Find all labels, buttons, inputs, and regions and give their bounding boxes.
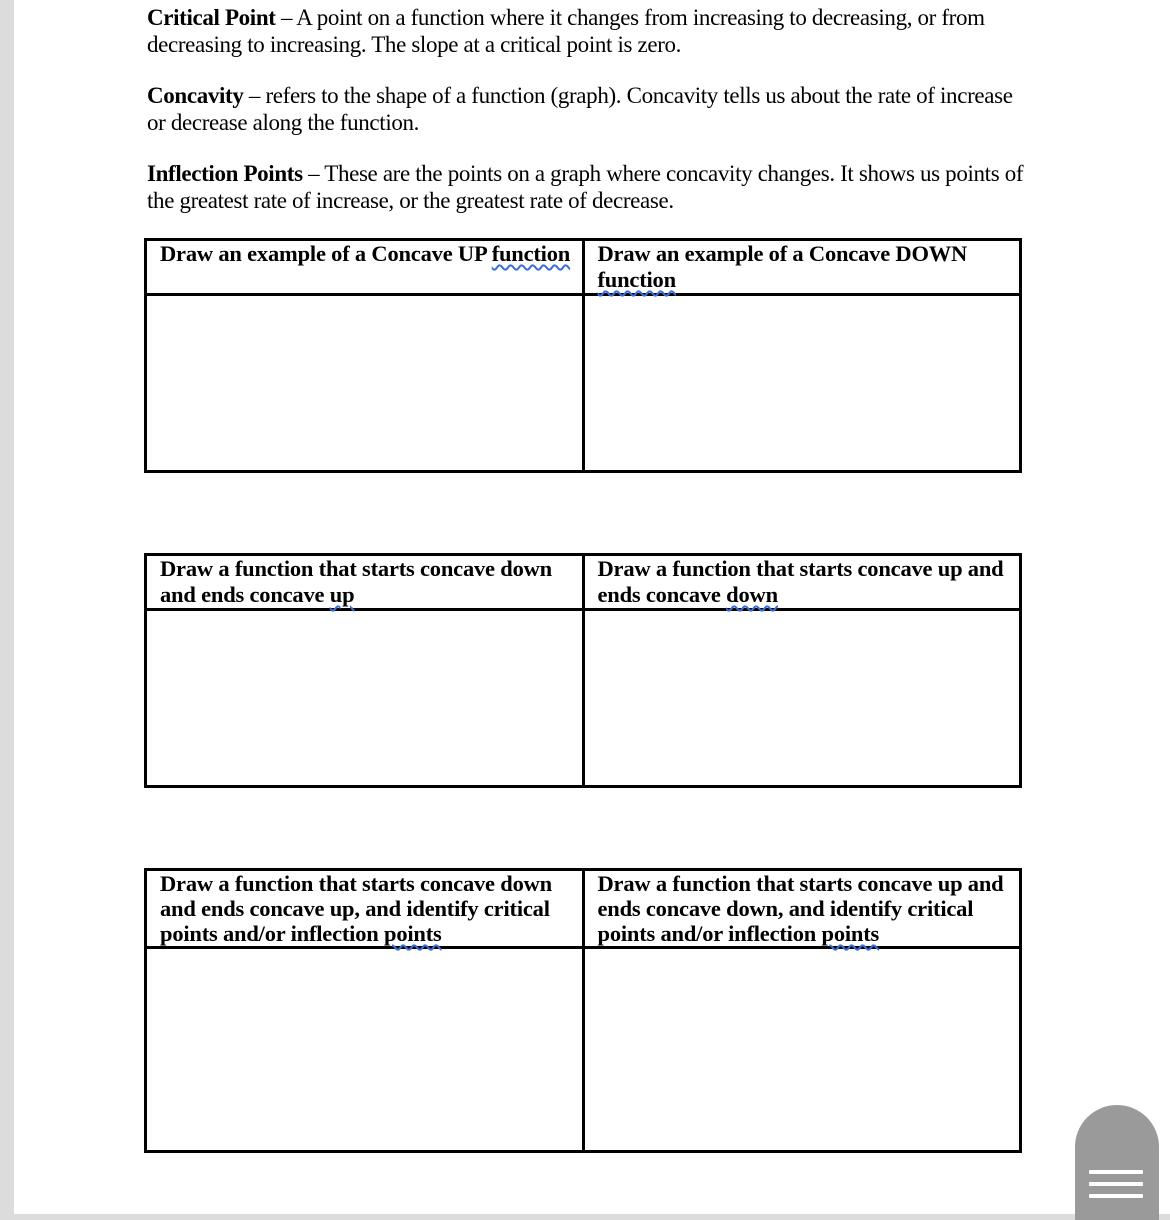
spellcheck-word: down <box>726 582 778 607</box>
drag-handle-icon <box>1089 1170 1143 1174</box>
drawing-area-down-to-up[interactable] <box>146 610 584 787</box>
spellcheck-word: function <box>597 267 676 292</box>
drawing-area-up-to-down-identify[interactable] <box>583 948 1021 1152</box>
spellcheck-word: up <box>329 582 355 607</box>
scroll-handle[interactable] <box>1075 1105 1159 1220</box>
document-page <box>14 0 1170 1214</box>
prompt-up-to-down: Draw a function that starts concave up and ends concave down <box>583 555 1021 610</box>
drag-handle-icon <box>1089 1194 1143 1198</box>
definition-text: These are the points on a graph where concavity changes. It shows us points of the greatest rate of increase, or the greatest rate of decrease. <box>147 161 1024 213</box>
prompt-down-to-up: Draw a function that starts concave down and ends concave up <box>146 555 584 610</box>
prompt-concave-down: Draw an example of a Concave DOWN function <box>583 240 1021 295</box>
definitions <box>147 4 1027 214</box>
drag-handle-icon <box>1089 1182 1143 1186</box>
drawing-area-concave-up[interactable] <box>146 295 584 472</box>
prompt-up-to-down-identify: Draw a function that starts concave up and ends concave down, and identify critical points and/or inflection points <box>583 870 1021 948</box>
drawing-table-concavity-change <box>144 553 1022 788</box>
definition-inflection-points: Inflection Points – These are the points on a graph where concavity changes. It shows us points of the greatest rate of increase, or the greatest rate of decrease. <box>147 161 1024 213</box>
drawing-table-identify-points <box>144 868 1022 1153</box>
definition-text: A point on a function where it changes from increasing to decreasing, or from decreasing to increasing. The slope at a critical point is zero. <box>147 5 985 57</box>
definition-concavity: Concavity – refers to the shape of a function (graph). Concavity tells us about the rate of increase or decrease along the function. <box>147 83 1013 135</box>
spellcheck-word: function <box>491 241 571 266</box>
spellcheck-word: points <box>821 921 880 946</box>
spellcheck-word: points <box>384 921 442 946</box>
drawing-area-concave-down[interactable] <box>583 295 1021 472</box>
prompt-concave-up: Draw an example of a Concave UP function <box>146 240 584 295</box>
drawing-area-up-to-down[interactable] <box>583 610 1021 787</box>
drawing-table-concave-examples <box>144 238 1022 473</box>
definition-term: Inflection Points <box>147 161 303 186</box>
definition-text: refers to the shape of a function (graph). Concavity tells us about the rate of increase or decrease along the function. <box>147 83 1013 135</box>
prompt-down-to-up-identify: Draw a function that starts concave down and ends concave up, and identify critical points and/or inflection points <box>146 870 584 948</box>
definition-term: Concavity <box>147 83 244 108</box>
drawing-area-down-to-up-identify[interactable] <box>146 948 584 1152</box>
definition-term: Critical Point <box>147 5 276 30</box>
definition-critical-point: Critical Point – A point on a function where it changes from increasing to decreasing, or from decreasing to increasing. The slope at a critical point is zero. <box>147 5 985 57</box>
